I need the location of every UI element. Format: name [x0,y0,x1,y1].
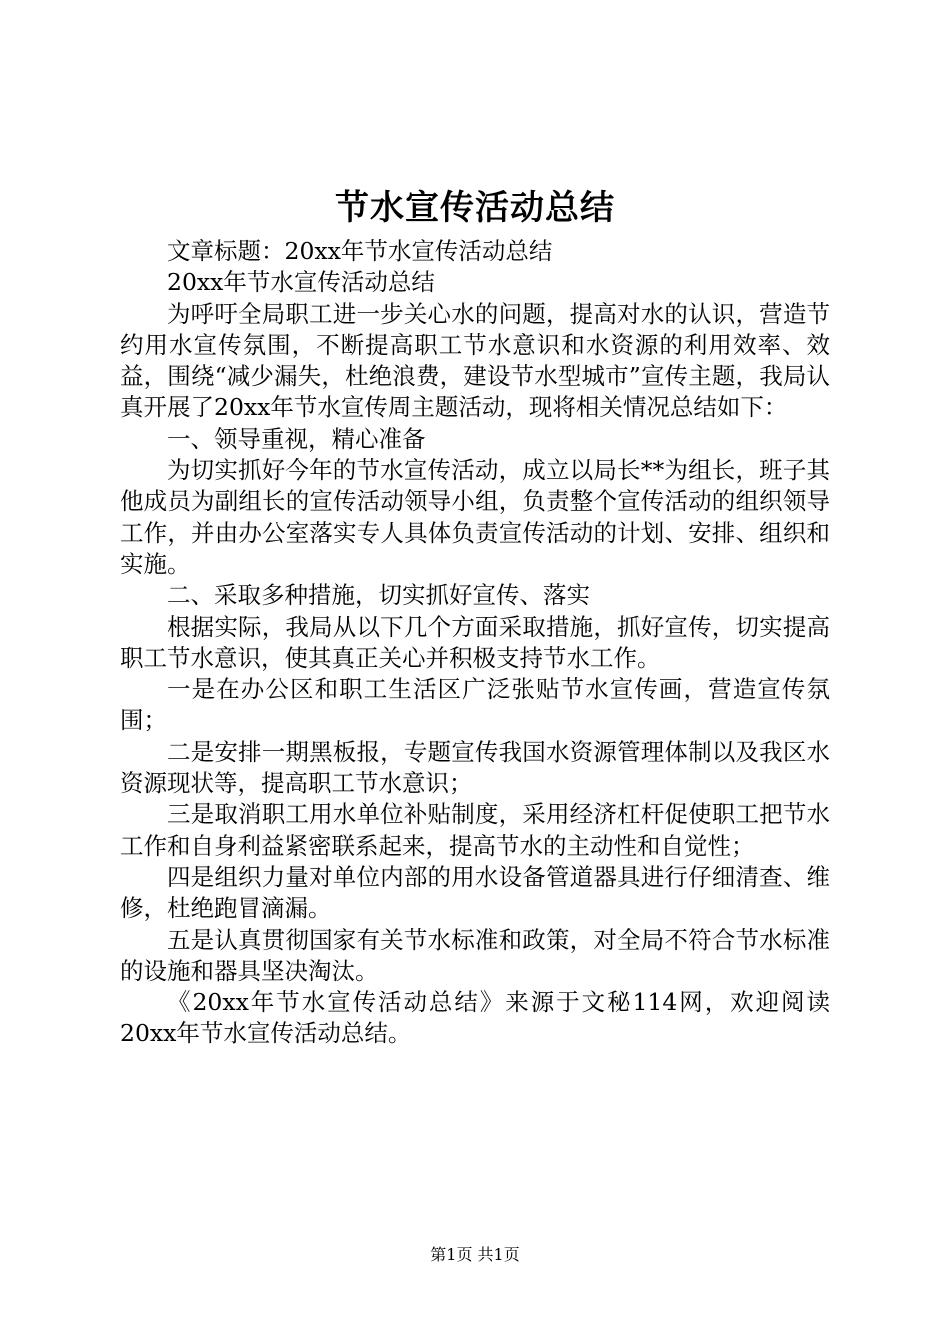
document-body [120,236,830,1050]
measure-item-4: 四是组织力量对单位内部的用水设备管道器具进行仔细清查、维修，杜绝跑冒滴漏。 [120,862,830,923]
measure-item-2: 二是安排一期黑板报，专题宣传我国水资源管理体制以及我区水资源现状等，提高职工节水意识； [120,737,830,798]
subtitle-line: 20xx年节水宣传活动总结 [167,268,435,297]
section-1-paragraph: 为切实抓好今年的节水宣传活动，成立以局长**为组长，班子其他成员为副组长的宣传活动领导小组，负责整个宣传活动的组织领导工作，并由办公室落实专人具体负责宣传活动的计划、安排、组织和实施。 [120,456,830,578]
document-title: 节水宣传活动总结 [335,188,615,228]
intro-paragraph: 为呼吁全局职工进一步关心水的问题，提高对水的认识，营造节约用水宣传氛围，不断提高职工节水意识和水资源的利用效率、效益，围绕“减少漏失，杜绝浪费，建设节水型城市”宣传主题，我局认真开展了20xx年节水宣传周主题活动，现将相关情况总结如下： [120,299,830,422]
measure-item-3: 三是取消职工用水单位补贴制度，采用经济杠杆促使职工把节水工作和自身利益紧密联系起来，提高节水的主动性和自觉性； [120,800,830,860]
article-title-line: 文章标题：20xx年节水宣传活动总结 [167,237,553,265]
measure-item-1: 一是在办公区和职工生活区广泛张贴节水宣传画，营造宣传氛围； [120,675,830,735]
section-2-intro-paragraph: 根据实际，我局从以下几个方面采取措施，抓好宣传，切实提高职工节水意识，使其真正关心并积极支持节水工作。 [120,612,830,672]
source-note-paragraph: 《20xx年节水宣传活动总结》来源于文秘114网，欢迎阅读20xx年节水宣传活动总结。 [120,988,830,1048]
section-heading-2: 二、采取多种措施，切实抓好宣传、落实 [167,581,590,610]
section-heading-1: 一、领导重视，精心准备 [167,424,426,453]
measure-item-5: 五是认真贯彻国家有关节水标准和政策，对全局不符合节水标准的设施和器具坚决淘汰。 [120,925,830,985]
page-footer: 第1页 共1页 [430,1245,520,1264]
